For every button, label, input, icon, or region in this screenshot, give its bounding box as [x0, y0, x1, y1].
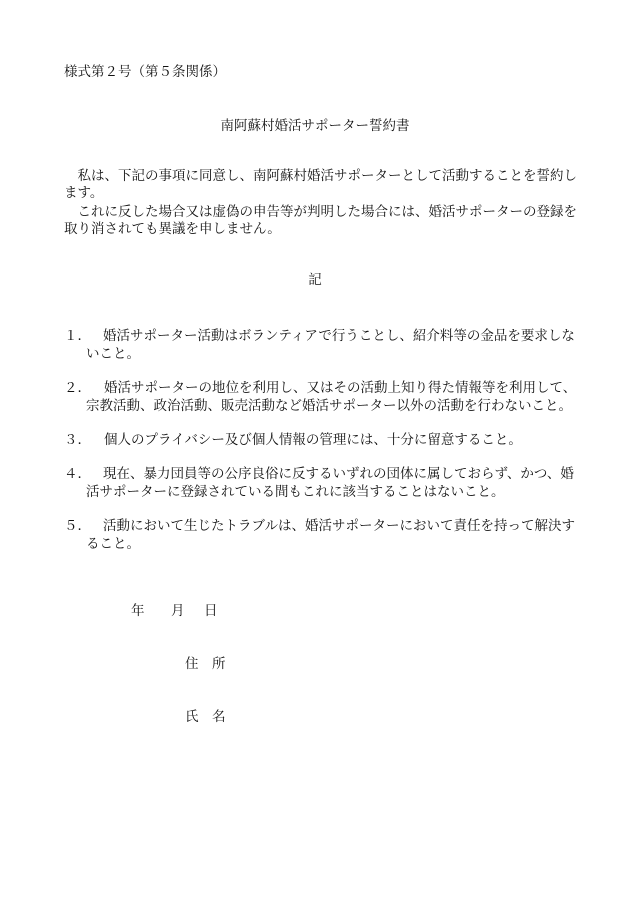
item-text: 婚活サポーター活動はボランティアで行うことし、紹介料等の金品を要求しな — [103, 328, 575, 344]
item-text: 活サポーターに登録されている間もこれに該当することはないこと。 — [86, 484, 505, 500]
ki-heading: 記 — [308, 272, 322, 288]
form-label: 様式第２号（第５条関係） — [64, 64, 226, 80]
item-text: いこと。 — [86, 346, 140, 362]
item-text: ること。 — [86, 536, 140, 552]
date-month: 月 — [171, 603, 185, 619]
item-text: 現在、暴力団員等の公序良俗に反するいずれの団体に属しておらず、かつ、婚 — [103, 466, 574, 482]
intro-text: これに反した場合又は虚偽の申告等が判明した場合には、婚活サポーターの登録を — [64, 204, 577, 220]
item-number: １． — [64, 328, 91, 344]
item-number: ３． — [64, 432, 91, 448]
item-text: 個人のプライバシー及び個人情報の管理には、十分に留意すること。 — [104, 432, 522, 448]
item-text: 婚活サポーターの地位を利用し、又はその活動上知り得た情報等を利用して、 — [104, 380, 577, 396]
name-label: 氏 名 — [185, 709, 226, 725]
item-text: 宗教活動、政治活動、販売活動など婚活サポーター以外の活動を行わないこと。 — [86, 398, 572, 414]
intro-text: 私は、下記の事項に同意し、南阿蘇村婚活サポーターとして活動することを誓約し — [64, 168, 577, 184]
date-day: 日 — [204, 603, 218, 619]
document-title: 南阿蘇村婚活サポーター誓約書 — [220, 118, 410, 134]
item-number: ５． — [64, 518, 91, 534]
date-year: 年 — [131, 603, 145, 619]
item-text: 活動において生じたトラブルは、婚活サポーターにおいて責任を持って解決す — [103, 518, 575, 534]
intro-text: 取り消されても異議を申しません。 — [64, 221, 281, 237]
item-number: ４． — [64, 466, 91, 482]
address-label: 住 所 — [185, 656, 226, 672]
intro-text: ます。 — [64, 185, 104, 201]
item-number: ２． — [64, 380, 91, 396]
